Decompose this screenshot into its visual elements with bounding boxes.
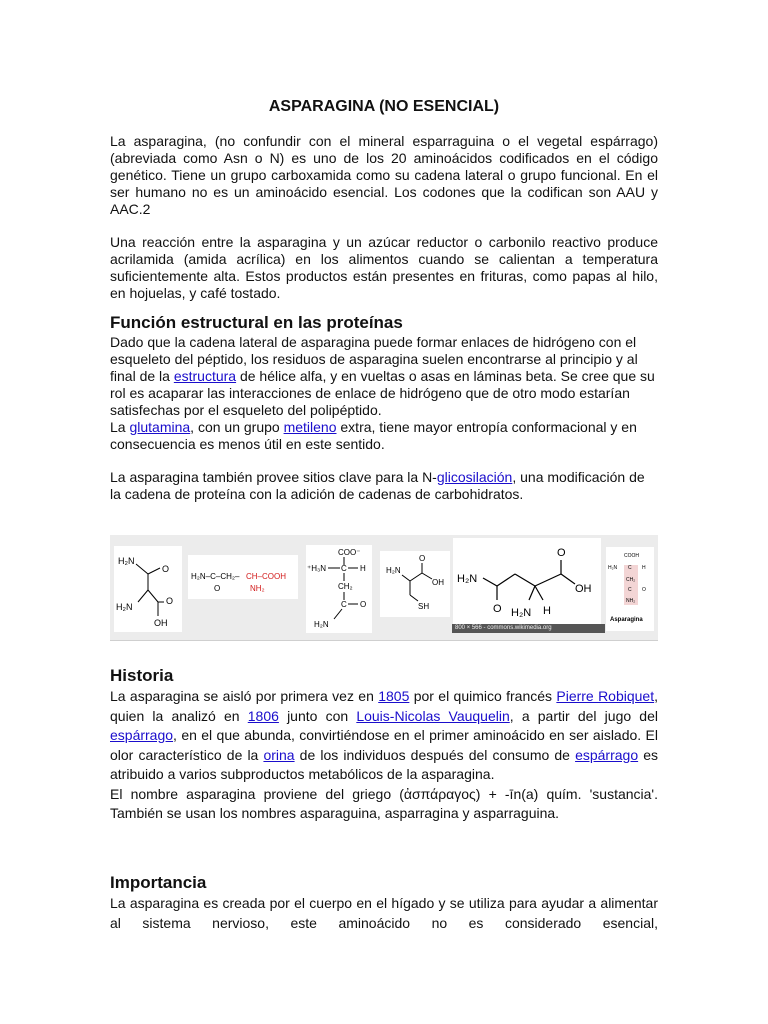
- label-h2n: H₂N: [314, 620, 329, 629]
- link-1805[interactable]: 1805: [378, 688, 410, 704]
- label-oh: OH: [575, 583, 592, 595]
- label-nh2: NH₂: [250, 584, 265, 593]
- label-o: O: [642, 587, 646, 593]
- label-ch2: CH₂: [626, 577, 636, 583]
- cysteine-structure-image[interactable]: [380, 551, 450, 617]
- label-sh: SH: [418, 602, 430, 611]
- label-c2: C: [341, 600, 347, 609]
- funcion-paragraph-1: Dado que la cadena lateral de asparagina puede formar enlaces de hidrógeno con el esqueleto del péptido, los residuos de asparagina suelen encontrarse al principio y al final de la estructura de hélice alfa, y en vueltas o asas en láminas beta. Se cree que su rol es acaparar las interacciones de enlace de hidrógeno que de otro modo estarían satisfechas por el esqueleto del polipéptido.: [110, 334, 655, 418]
- label-cooh: COOH: [624, 553, 639, 559]
- label-c: C: [341, 564, 347, 573]
- image-credit-bar: 800 × 566 - commons.wikimedia.org: [452, 624, 605, 633]
- label-h2n: H₂N: [118, 556, 135, 566]
- link-estructura[interactable]: estructura: [173, 368, 237, 384]
- content-top: [110, 98, 658, 503]
- label-c2: C: [628, 587, 632, 593]
- label-o-top-right: O: [557, 547, 566, 559]
- link-glutamina[interactable]: glutamina: [129, 419, 191, 435]
- label-o2: O: [166, 596, 174, 606]
- section-heading-importancia: Importancia: [110, 873, 207, 892]
- asparagine-structure-image-small[interactable]: [606, 547, 654, 631]
- label-o: O: [360, 600, 367, 609]
- label-o: O: [419, 554, 426, 563]
- link-pierre-robiquet[interactable]: Pierre Robiquet: [556, 688, 655, 704]
- label-h2n: H₂N: [608, 565, 618, 571]
- label-h3n: ⁺H₃N: [307, 564, 327, 573]
- label-h2n: H₂N: [386, 566, 401, 575]
- link-glicosilacion[interactable]: glicosilación: [436, 469, 513, 485]
- label-asparagina: Asparagina: [610, 617, 643, 623]
- asparagine-structure-image-3[interactable]: [306, 545, 372, 633]
- label-o-bottom: O: [493, 603, 502, 615]
- historia-paragraph-1: La asparagina se aisló por primera vez en 1805 por el quimico francés Pierre Robiquet, quien la analizó en 1806 junto con Louis-Nicolas Vauquelin, a partir del jugo del espárrago, en el que abunda, convirtiéndose en el primer aminoácido en ser aislado. El olor característico de la orina de los individuos después del consumo de espárrago es atribuido a varios subproductos metabólicos de la asparagina.: [110, 688, 658, 782]
- page-title: ASPARAGINA (NO ESENCIAL): [268, 98, 500, 115]
- formula-red: CH–COOH: [246, 572, 287, 581]
- label-coo: COO⁻: [338, 548, 361, 557]
- label-h: H: [543, 605, 551, 617]
- formula-black: H₂N–C–CH₂–: [191, 572, 240, 581]
- historia-paragraph-2: El nombre asparagina proviene del griego (ἀσπάραγος) + -īn(a) quím. 'sustancia'. También se usan los nombres asparaguina, asparragina y asparraguina.: [110, 785, 658, 821]
- label-o: O: [162, 564, 170, 574]
- link-vauquelin[interactable]: Louis-Nicolas Vauquelin: [356, 707, 510, 724]
- historia-section: [110, 666, 658, 824]
- link-esparrago-2[interactable]: espárrago: [575, 746, 639, 763]
- label-ch2: CH₂: [338, 582, 353, 591]
- link-metileno[interactable]: metileno: [283, 419, 337, 435]
- section-heading-historia: Historia: [110, 666, 174, 685]
- label-o-bottom: O: [214, 584, 221, 593]
- label-h: H: [360, 564, 366, 573]
- asparagine-structure-image-2[interactable]: [188, 555, 298, 599]
- intro-paragraph-1: La asparagina, (no confundir con el mineral esparraguina o el vegetal espárrago) (abreviada como Asn o N) es uno de los 20 aminoácidos codificados en el código genético. Tiene un grupo carboxamida como su cadena lateral o grupo funcional. En el ser humano no es un aminoácido esencial. Los codones que la codifican son AAU y AAC.2: [110, 133, 658, 217]
- link-orina[interactable]: orina: [263, 746, 295, 763]
- label-nh2: NH₂: [626, 598, 636, 604]
- link-1806[interactable]: 1806: [247, 707, 279, 724]
- importancia-paragraph: La asparagina es creada por el cuerpo en el hígado y se utiliza para ayudar a alimentar al sistema nervioso, este aminoácido no es considerado esencial,: [110, 895, 658, 931]
- label-h: H: [642, 565, 646, 571]
- section-heading-funcion: Función estructural en las proteínas: [110, 313, 403, 332]
- label-h2n-2: H₂N: [511, 607, 532, 619]
- importancia-section: [110, 873, 658, 933]
- label-oh: OH: [154, 618, 168, 628]
- label-c: C: [628, 565, 632, 571]
- label-nh2: H₂N: [116, 602, 133, 612]
- asparagine-structure-image-1[interactable]: [114, 546, 182, 632]
- link-esparrago-1[interactable]: espárrago: [110, 727, 174, 743]
- funcion-paragraph-2: La glutamina, con un grupo metileno extra, tiene mayor entropía conformacional y en consecuencia es menos útil en este sentido.: [110, 419, 637, 452]
- asparagine-structure-image-large[interactable]: [453, 538, 601, 624]
- label-oh: OH: [432, 578, 444, 587]
- intro-paragraph-2: Una reacción entre la asparagina y un azúcar reductor o carbonilo reactivo produce acrilamida (amida acrílica) en los alimentos cuando se calientan a temperatura suficientemente alta. Estos productos están presentes en frituras, como papas al hilo, en hojuelas, y café tostado.: [110, 234, 658, 301]
- label-h2n: H₂N: [457, 573, 478, 585]
- funcion-paragraph-3: La asparagina también provee sitios clave para la N-glicosilación, una modificación de la cadena de proteína con la adición de cadenas de carbohidratos.: [110, 469, 645, 502]
